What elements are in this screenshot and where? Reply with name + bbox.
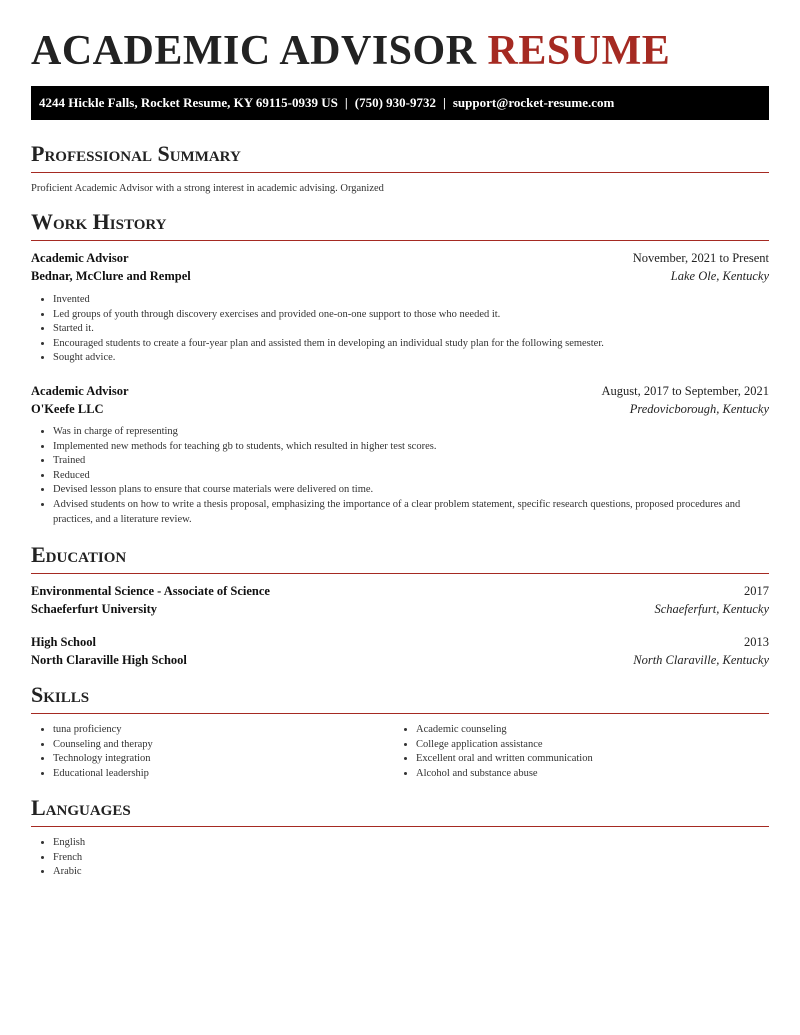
contact-separator: | [344, 95, 348, 110]
education-degree: Environmental Science - Associate of Science [31, 584, 270, 598]
skill-item: • tuna proficiency [53, 723, 393, 738]
job-dates: August, 2017 to September, 2021 [601, 384, 769, 398]
skill-item: • Alcohol and substance abuse [416, 767, 756, 782]
summary-heading: Professional Summary [31, 141, 241, 166]
skill-item: • College application assistance [416, 738, 756, 753]
education-degree: High School [31, 635, 96, 649]
education-subheader [31, 652, 769, 669]
skill-item: • Excellent oral and written communication [416, 752, 756, 767]
job-company: Bednar, McClure and Rempel [31, 269, 191, 283]
job-location: Predovicborough, Kentucky [629, 402, 769, 416]
languages-divider [31, 826, 769, 827]
contact-email: support@rocket-resume.com [452, 95, 615, 110]
job-bullet: • Led groups of youth through discovery exercises and provided one-on-one support to those who needed it. [53, 308, 769, 323]
work-history-divider [31, 240, 769, 241]
job-bullet: • Was in charge of representing [53, 425, 769, 440]
skills-column-left [31, 723, 393, 781]
education-year: 2017 [744, 584, 769, 598]
job-bullet: • Devised lesson plans to ensure that course materials were delivered on time. [53, 483, 769, 498]
education-location: North Claraville, Kentucky [633, 653, 769, 667]
skills-column-right [394, 723, 756, 781]
education-school: Schaeferfurt University [31, 602, 158, 616]
job-bullet: • Started it. [53, 322, 769, 337]
education-location: Schaeferfurt, Kentucky [654, 602, 769, 616]
skill-item: • Academic counseling [416, 723, 756, 738]
job-company: O'Keefe LLC [31, 402, 104, 416]
work-history-heading: Work History [31, 209, 167, 234]
job-bullet: • Advised students on how to write a thesis proposal, emphasizing the importance of a clear problem statement, specific research questions, proposed procedures and practices, and a literature review. [53, 498, 769, 527]
languages-heading: Languages [31, 795, 131, 820]
contact-bar [31, 86, 769, 120]
job-header [31, 383, 769, 400]
job-bullet: • Implemented new methods for teaching gb to students, which resulted in higher test scores. [53, 440, 769, 455]
language-item: • English [53, 836, 353, 851]
job-header [31, 250, 769, 267]
contact-address: 4244 Hickle Falls, Rocket Resume, KY 69115-0939 US [39, 95, 338, 110]
skill-item: • Educational leadership [53, 767, 393, 782]
job-subheader [31, 268, 769, 285]
job-bullets [31, 293, 769, 366]
education-heading: Education [31, 542, 127, 567]
education-school: North Claraville High School [31, 653, 187, 667]
education-header [31, 634, 769, 651]
job-subheader [31, 401, 769, 418]
skill-item: • Counseling and therapy [53, 738, 393, 753]
language-item: • French [53, 851, 353, 866]
language-item: • Arabic [53, 865, 353, 880]
skills-divider [31, 713, 769, 714]
job-dates: November, 2021 to Present [632, 251, 769, 265]
skills-heading: Skills [31, 682, 90, 707]
name-resume-word: RESUME [487, 28, 671, 74]
job-bullet: • Sought advice. [53, 351, 769, 366]
job-bullet: • Invented [53, 293, 769, 308]
education-divider [31, 573, 769, 574]
job-bullet: • Encouraged students to create a four-year plan and assisted them in developing an individual study plan for the following semester. [53, 337, 769, 352]
resume-name [31, 28, 670, 74]
job-location: Lake Ole, Kentucky [670, 269, 769, 283]
education-year: 2013 [744, 635, 769, 649]
languages-list [31, 836, 353, 880]
summary-divider [31, 172, 769, 173]
education-header [31, 583, 769, 600]
contact-separator: | [443, 95, 446, 110]
job-title: Academic Advisor [31, 384, 129, 398]
skill-item: • Technology integration [53, 752, 393, 767]
summary-text: Proficient Academic Advisor with a strong interest in academic advising. Organized [31, 183, 384, 194]
name-title: ACADEMIC ADVISOR [31, 28, 477, 74]
contact-phone: (750) 930-9732 [354, 95, 436, 110]
job-bullet: • Reduced [53, 469, 769, 484]
job-bullets [31, 425, 769, 527]
job-bullet: • Trained [53, 454, 769, 469]
job-title: Academic Advisor [31, 251, 129, 265]
education-subheader [31, 601, 769, 618]
